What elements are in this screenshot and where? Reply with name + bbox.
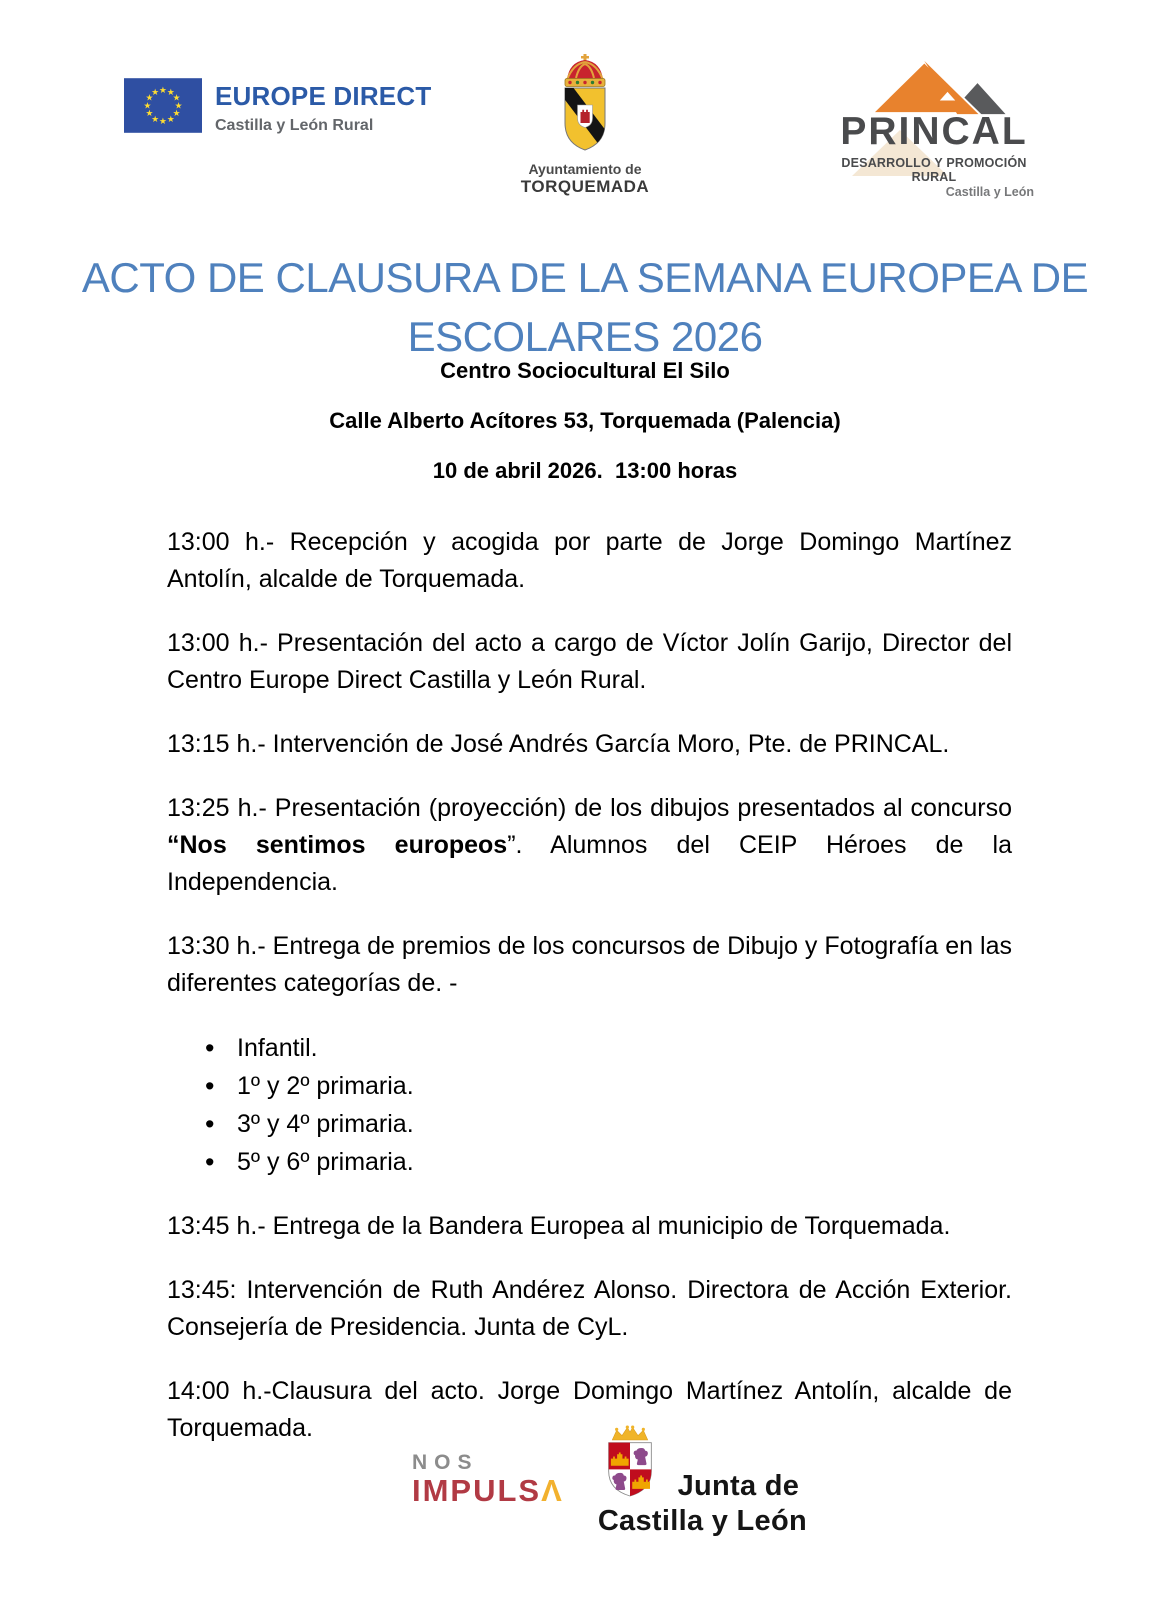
europe-direct-title: EUROPE DIRECT (215, 81, 432, 111)
agenda-bullet-item: • 5º y 6º primaria. (205, 1143, 1012, 1181)
agenda-bullet-item: • 3º y 4º primaria. (205, 1105, 1012, 1143)
agenda-item: 14:00 h.-Clausura del acto. Jorge Domingo Martínez Antolín, alcalde de Torquemada. (167, 1377, 1012, 1442)
svg-text:★: ★ (172, 93, 181, 104)
princal-title: PRINCAL (840, 110, 1028, 153)
junta-cyl-logo (598, 1422, 807, 1538)
agenda-bullet-item: • Infantil. (205, 1029, 1012, 1067)
footer-logos (412, 1422, 807, 1538)
agenda (167, 524, 1012, 1474)
venue-address: Calle Alberto Acítores 53, Torquemada (Palencia) (329, 408, 841, 433)
svg-text:★: ★ (172, 109, 181, 120)
agenda-item: 13:30 h.- Entrega de premios de los concursos de Dibujo y Fotografía en las diferentes categorías de. - (167, 932, 1012, 997)
agenda-bullet-list (167, 1029, 1012, 1181)
princal-subtitle: DESARROLLO Y PROMOCIÓN RURAL (841, 156, 1027, 184)
torquemada-caption-line1: Ayuntamiento de (528, 161, 642, 177)
agenda-item: 13:25 h.- Presentación (proyección) de los dibujos presentados al concurso “Nos sentimos europeos”. Alumnos del CEIP Héroes de la Independencia. (167, 794, 1012, 896)
eu-flag-icon (124, 78, 202, 133)
agenda-bullet-item: • 1º y 2º primaria. (205, 1067, 1012, 1105)
venue-info (0, 358, 1170, 508)
agenda-item: 13:45 h.- Entrega de la Bandera Europea al municipio de Torquemada. (167, 1212, 951, 1240)
venue-name: Centro Sociocultural El Silo (440, 358, 730, 383)
svg-text:★: ★ (143, 101, 152, 112)
agenda-item: 13:15 h.- Intervención de José Andrés García Moro, Pte. de PRINCAL. (167, 730, 950, 758)
agenda-item: 13:00 h.- Recepción y acogida por parte de Jorge Domingo Martínez Antolín, alcalde de Torquemada. (167, 528, 1012, 593)
nos-impulsa-word1: NOS (412, 1451, 479, 1475)
junta-text-line1: Junta de (677, 1470, 800, 1502)
page-title-line1: ACTO DE CLAUSURA DE LA SEMANA EUROPEA DE (81, 254, 1089, 302)
europe-direct-subtitle: Castilla y León Rural (215, 117, 374, 134)
page-title-line2: ESCOLARES 2026 (407, 313, 763, 361)
princal-mountains-icon (860, 58, 1008, 116)
svg-text:★: ★ (151, 87, 160, 98)
svg-text:★: ★ (145, 93, 154, 104)
venue-datetime: 10 de abril 2026. 13:00 horas (432, 458, 738, 483)
princal-logo (828, 58, 1040, 199)
junta-text-line2: Castilla y León (597, 1505, 807, 1537)
svg-text:★: ★ (151, 114, 160, 125)
agenda-item: 13:45: Intervención de Ruth Andérez Alonso. Directora de Acción Exterior. Consejería de Presidencia. Junta de CyL. (167, 1276, 1012, 1341)
junta-cyl-shield-icon (598, 1422, 662, 1506)
impulsa-accent-letter: Λ (541, 1473, 564, 1509)
nos-impulsa-word2: IMPULSΛ (412, 1473, 564, 1509)
svg-text:★: ★ (166, 87, 175, 98)
torquemada-logo (485, 52, 685, 197)
page-title (0, 248, 1170, 366)
svg-text:★: ★ (145, 109, 154, 120)
svg-text:★: ★ (159, 85, 167, 96)
princal-region: Castilla y León (945, 185, 1034, 199)
nos-impulsa-logo (412, 1451, 564, 1508)
torquemada-caption-line2: TORQUEMADA (520, 177, 650, 196)
svg-text:★: ★ (166, 114, 175, 125)
svg-text:★: ★ (174, 101, 183, 112)
europe-direct-logo (124, 78, 431, 135)
svg-text:★: ★ (159, 117, 167, 128)
torquemada-crest-icon (553, 52, 617, 158)
agenda-item: 13:00 h.- Presentación del acto a cargo de Víctor Jolín Garijo, Director del Centro Europe Direct Castilla y León Rural. (167, 629, 1012, 694)
